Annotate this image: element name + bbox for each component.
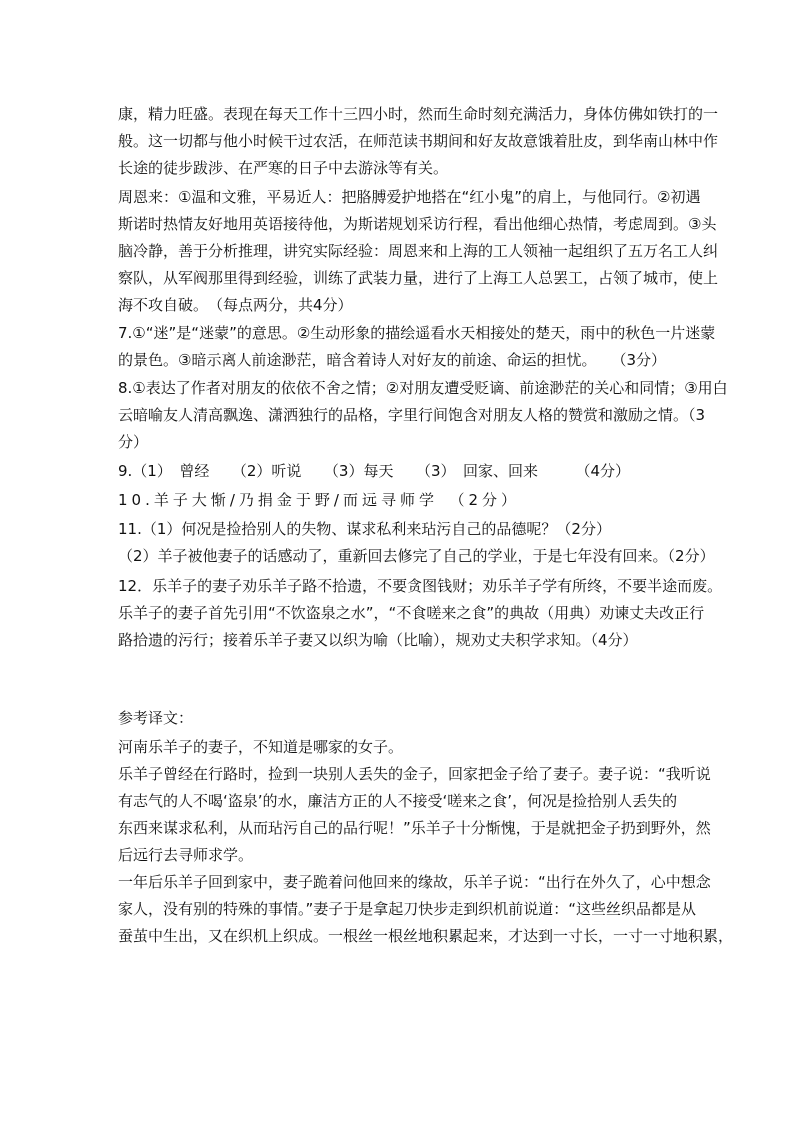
text-line-4: 周恩来：①温和文雅，平易近人：把胳膊爱护地搭在“红小鬼”的肩上，与他同行。②初遇 [118,188,701,206]
text-line-3: 长途的徒步跋涉、在严寒的日子中去游泳等有关。 [118,159,449,177]
text-line-12: 云暗喻友人清高飘逸、潇洒独行的品格，字里行间饱含对朋友人格的赞赏和激励之情。（3 [118,406,706,424]
text-line-29: 蚕茧中生出，又在织机上织成。一根丝一根丝地积累起来，才达到一寸长，一寸一寸地积累， [118,927,734,945]
text-line-11: 8.①表达了作者对朋友的依依不舍之情；②对朋友遭受贬谪、前途渺茫的关心和同情；③用白 [118,379,728,397]
text-line-22: 河南乐羊子的妻子，不知道是哪家的女子。 [118,738,404,756]
text-line-13: 分） [118,433,149,451]
text-line-28: 家人，没有别的特殊的事情。”妻子于是拿起刀快步走到织机前说道：“这些丝织品都是从 [118,900,697,918]
text-line-27: 一年后乐羊子回到家中，妻子跪着问他回来的缘故，乐羊子说：“出行在外久了，心中想念 [118,873,711,891]
text-line-14: 9.（1） 曾经 （2）听说 （3）每天 （3） 回家、回来 （4分） [118,462,631,480]
text-line-19: 乐羊子的妻子首先引用“不饮盗泉之水”，“不食嗟来之食”的典故（用典）劝谏丈夫改正行 [118,604,705,622]
text-line-25: 东西来谋求私利，从而玷污自己的品行呢！”乐羊子十分惭愧，于是就把金子扔到野外，然 [118,819,711,837]
text-line-7: 察队，从军阀那里得到经验，训练了武装力量，进行了上海工人总罢工，占领了城市，使上 [118,269,719,287]
text-line-17: （2）羊子被他妻子的话感动了，重新回去修完了自己的学业，于是七年没有回来。（2分） [118,547,715,565]
text-line-8: 海不攻自破。 （每点两分，共4分） [118,296,353,314]
text-line-6: 脑冷静，善于分析推理，讲究实际经验：周恩来和上海的工人领袖一起组织了五万名工人纠 [118,242,719,260]
text-line-20: 路拾遗的污行；接着乐羊子妻又以织为喻（比喻），规劝丈夫积学求知。（4分） [118,631,638,649]
text-line-24: 有志气的人不喝‘盗泉’的水，廉洁方正的人不接受‘嗟来之食’，何况是捡拾别人丢失的 [118,792,678,810]
text-line-2: 般。这一切都与他小时候干过农活，在师范读书期间和好友故意饿着肚皮，到华南山林中作 [118,132,719,150]
text-line-23: 乐羊子曾经在行路时，捡到一块别人丢失的金子，回家把金子给了妻子。妻子说：“我听说 [118,765,711,783]
text-line-18: 12．乐羊子的妻子劝乐羊子路不拾遗，不要贪图钱财；劝乐羊子学有所终，不要半途而废。 [118,577,723,595]
text-line-21: 参考译文： [118,709,194,727]
text-line-9: 7.①“迷”是“迷蒙”的意思。②生动形象的描绘遥看水天相接处的楚天，雨中的秋色一片迷蒙 [118,324,716,342]
text-line-1: 康，精力旺盛。表现在每天工作十三四小时，然而生命时刻充满活力，身体仿佛如铁打的一 [118,105,719,123]
text-line-5: 斯诺时热情友好地用英语接待他，为斯诺规划采访行程，看出他细心热情，考虑周到。③头 [118,215,717,233]
text-line-10: 的景色。③暗示离人前途渺茫，暗含着诗人对好友的前途、命运的担忧。 （3分） [118,351,666,369]
text-line-26: 后远行去寻师求学。 [118,846,254,864]
text-line-16: 11.（1）何况是捡拾别人的失物、谋求私利来玷污自己的品德呢？（2分） [118,520,611,538]
text-line-15: 10.羊子大惭/乃捐金于野/而远寻师学 （2分） [118,491,521,509]
